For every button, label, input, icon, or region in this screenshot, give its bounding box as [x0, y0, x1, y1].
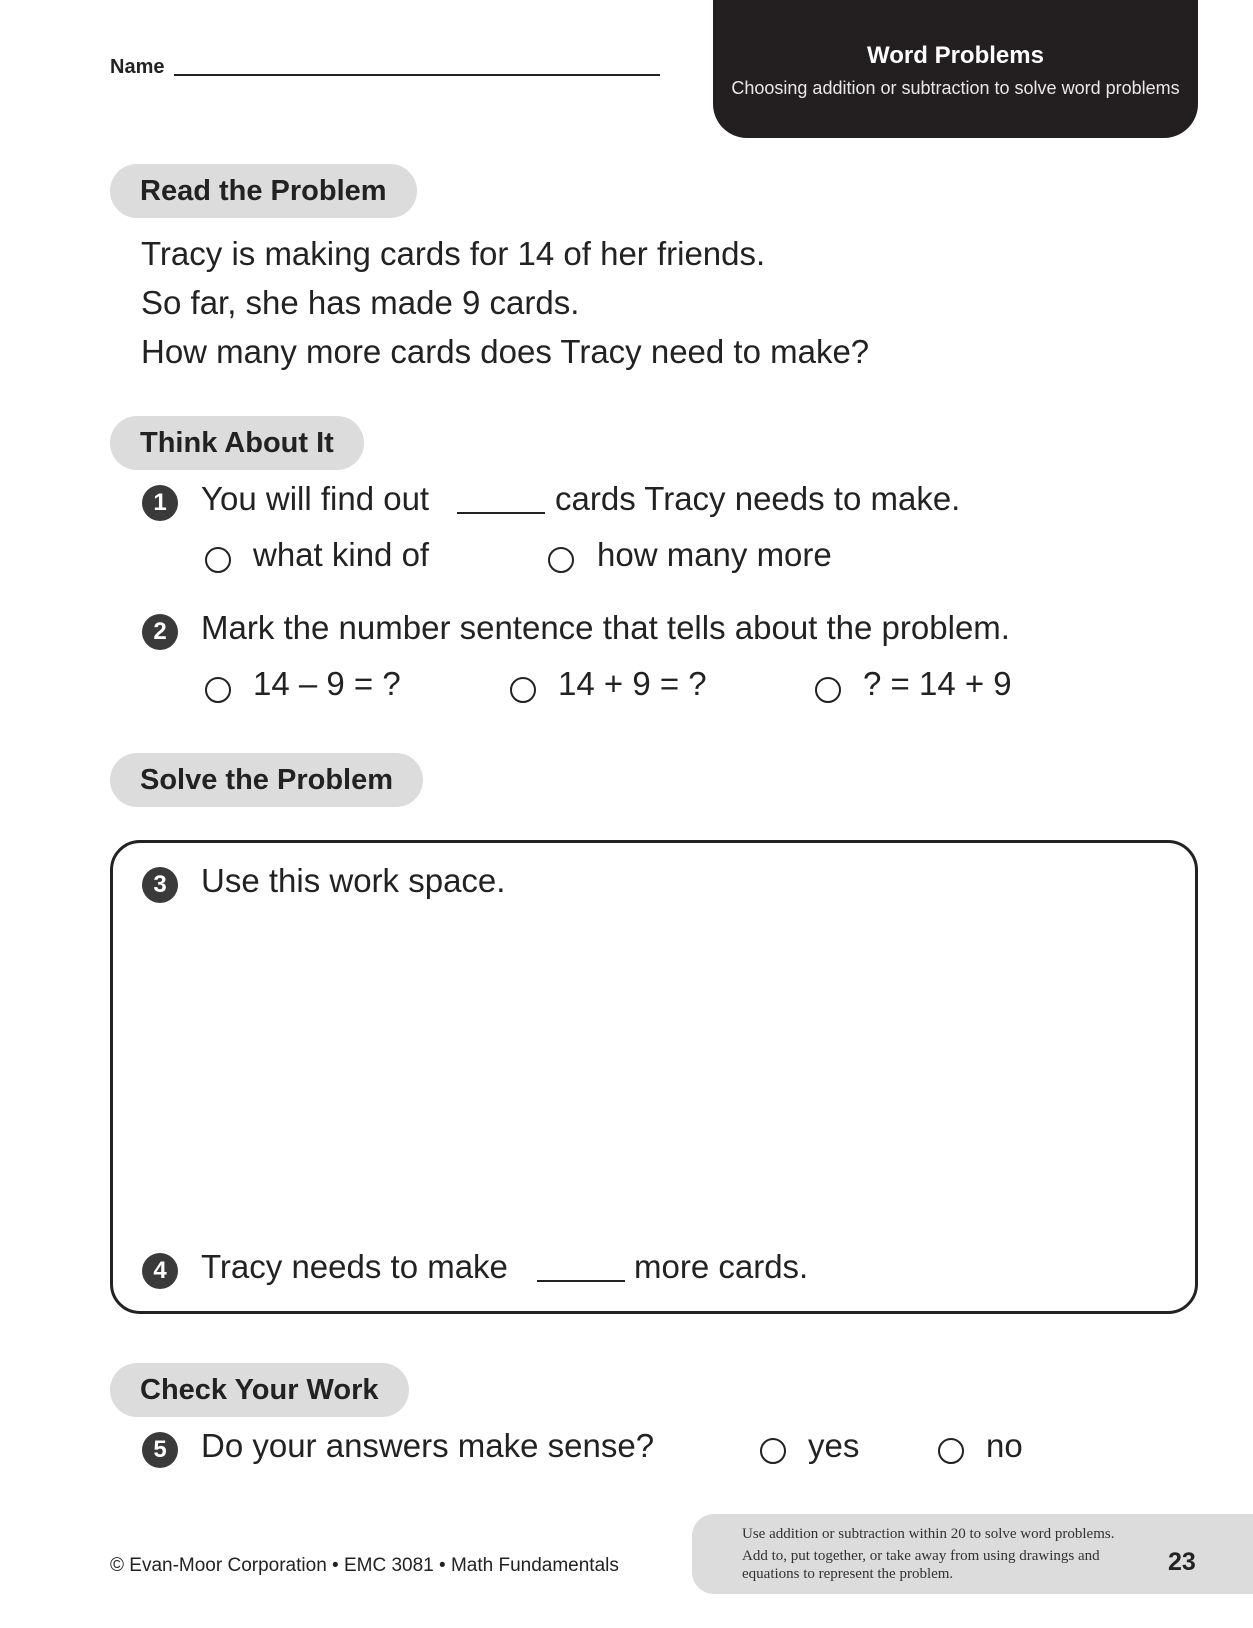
q1-option-1-radio[interactable]: [205, 547, 231, 573]
section-read-the-problem: Read the Problem: [110, 164, 417, 218]
question-3-number: 3: [142, 867, 178, 903]
section-solve-the-problem: Solve the Problem: [110, 753, 423, 807]
problem-line-3: How many more cards does Tracy need to make?: [141, 333, 870, 370]
q1-option-2-radio[interactable]: [548, 547, 574, 573]
question-1-text-before: You will find out: [201, 480, 430, 517]
q2-option-1-radio[interactable]: [205, 677, 231, 703]
name-label: Name: [110, 56, 165, 78]
page-number: 23: [1168, 1548, 1196, 1576]
question-1-number: 1: [142, 485, 178, 521]
header-tab: [713, 0, 1198, 138]
worksheet-title: Word Problems: [867, 42, 1044, 69]
question-2-number: 2: [142, 614, 178, 650]
q5-yes-radio[interactable]: [760, 1438, 786, 1464]
question-3-text: Use this work space.: [201, 862, 506, 899]
worksheet-subtitle: Choosing addition or subtraction to solve word problems: [731, 78, 1180, 98]
question-1-blank[interactable]: [457, 512, 545, 514]
name-field[interactable]: [174, 74, 660, 76]
q5-no-radio[interactable]: [938, 1438, 964, 1464]
question-4-number: 4: [142, 1253, 178, 1289]
q2-option-3-label: ? = 14 + 9: [863, 665, 1012, 702]
question-1-text-after: cards Tracy needs to make.: [555, 480, 961, 517]
q1-option-2-label: how many more: [597, 536, 832, 573]
section-check-your-work: Check Your Work: [110, 1363, 409, 1417]
question-4-text-before: Tracy needs to make: [201, 1248, 508, 1285]
question-4-text-after: more cards.: [634, 1248, 809, 1285]
q2-option-2-radio[interactable]: [510, 677, 536, 703]
q5-no-label: no: [986, 1427, 1023, 1464]
problem-line-2: So far, she has made 9 cards.: [141, 284, 580, 321]
standard-line-3: equations to represent the problem.: [742, 1566, 954, 1582]
question-5-number: 5: [142, 1432, 178, 1468]
q1-option-1-label: what kind of: [253, 536, 430, 573]
standard-line-2: Add to, put together, or take away from using drawings and: [742, 1548, 1100, 1564]
section-think-about-it: Think About It: [110, 416, 364, 470]
q2-option-1-label: 14 – 9 = ?: [253, 665, 401, 702]
q2-option-3-radio[interactable]: [815, 677, 841, 703]
q2-option-2-label: 14 + 9 = ?: [558, 665, 707, 702]
problem-line-1: Tracy is making cards for 14 of her friends.: [141, 235, 766, 272]
question-4-blank[interactable]: [537, 1280, 625, 1282]
work-space-box[interactable]: [110, 840, 1198, 1314]
standard-line-1: Use addition or subtraction within 20 to solve word problems.: [742, 1526, 1115, 1542]
q5-yes-label: yes: [808, 1427, 860, 1464]
question-5-text: Do your answers make sense?: [201, 1427, 655, 1464]
question-2-text: Mark the number sentence that tells about the problem.: [201, 609, 1010, 646]
copyright-text: © Evan-Moor Corporation • EMC 3081 • Math Fundamentals: [110, 1555, 619, 1576]
